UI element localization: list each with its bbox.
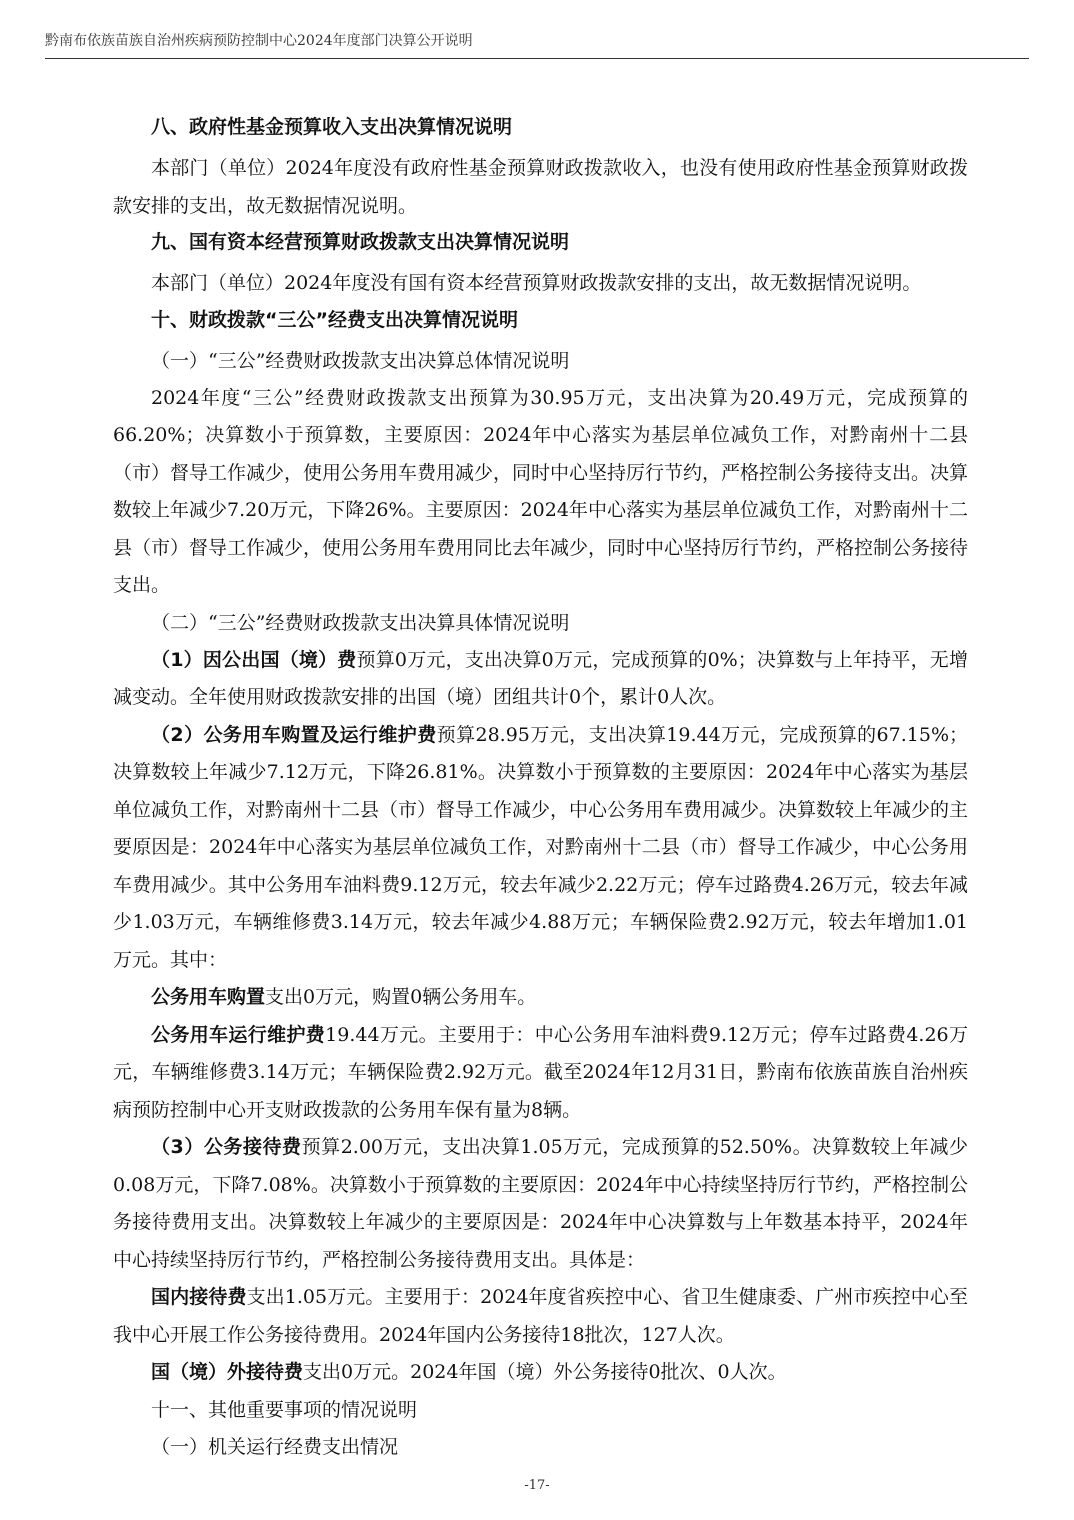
- section-8-paragraph: 本部门（单位）2024年度没有政府性基金预算财政拨款收入，也没有使用政府性基金预算财政拨款安排的支出，故无数据情况说明。: [113, 157, 968, 217]
- section-10-heading: 十、财政拨款“三公”经费支出决算情况说明: [151, 308, 518, 331]
- document-body: [113, 110, 968, 1466]
- section-9-heading: 九、国有资本经营预算财政拨款支出决算情况说明: [151, 231, 570, 253]
- section-11-heading: 十一、其他重要事项的情况说明: [151, 1398, 418, 1421]
- document-header-title: 黔南布依族苗族自治州疾病预防控制中心2024年度部门决算公开说明: [45, 33, 473, 49]
- vehicle-cost-text: 预算28.95万元，支出决算19.44万元，完成预算的67.15%；决算数较上年减少7.12万元，下降26.81%。决算数小于预算数的主要原因：2024年中心落实为基层单位减负工作，对黔南州十二县（市）督导工作减少，中心公务用车费用减少。决算数较上年减少的主要原因是：2024年中心落实为基层单位减负工作，对黔南州十二县（市）督导工作减少，中心公务用车费用减少。其中公务用车油料费9.12万元，较去年减少2.22万元；停车过路费4.26万元，较去年减少1.03万元，车辆维修费3.14万元，较去年减少4.88万元；车辆保险费2.92万元，较去年增加1.01万元。其中：: [113, 723, 969, 971]
- domestic-reception-text: 支出1.05万元。主要用于：2024年度省疾控中心、省卫生健康委、广州市疾控中心至我中心开展工作公务接待费用。2024年国内公务接待18批次，127人次。: [113, 1286, 968, 1346]
- reception-cost-label: （3）公务接待费: [151, 1136, 302, 1158]
- vehicle-cost-paragraph: [113, 717, 968, 980]
- vehicle-cost-label: （2）公务用车购置及运行维护费: [151, 723, 437, 746]
- section-10-overall-paragraph: 2024年度“三公”经费财政拨款支出预算为30.95万元，支出决算为20.49万元，完成预算的66.20%；决算数小于预算数，主要原因：2024年中心落实为基层单位减负工作，对黔南州十二县（市）督导工作减少，使用公务用车费用减少，同时中心坚持厉行节约，严格控制公务接待支出。决算数较上年减少7.20万元，下降26%。主要原因：2024年中心落实为基层单位减负工作，对黔南州十二县（市）督导工作减少，使用公务用车费用同比去年减少，同时中心坚持厉行节约，严格控制公务接待支出。: [113, 386, 969, 596]
- reception-cost-text: 预算2.00万元，支出决算1.05万元，完成预算的52.50%。决算数较上年减少0.08万元，下降7.08%。决算数小于预算数的主要原因：2024年中心持续坚持厉行节约，严格控制公务接待费用支出。决算数较上年减少的主要原因是：2024年中心决算数与上年数基本持平，2024年中心持续坚持厉行节约，严格控制公务接待费用支出。具体是：: [113, 1136, 968, 1271]
- reception-cost-paragraph: [113, 1129, 968, 1279]
- domestic-reception-label: 国内接待费: [151, 1286, 247, 1308]
- overseas-travel-label: （1）因公出国（境）费: [151, 648, 357, 671]
- foreign-reception-text: 支出0万元。2024年国（境）外公务接待0批次、0人次。: [303, 1361, 787, 1383]
- overseas-travel-text: 预算0万元，支出决算0万元，完成预算的0%；决算数与上年持平，无增减变动。全年使用财政拨款安排的出国（境）团组共计0个，累计0人次。: [113, 648, 968, 708]
- vehicle-purchase-label: 公务用车购置: [151, 986, 266, 1008]
- foreign-reception-label: 国（境）外接待费: [151, 1361, 304, 1383]
- foreign-reception-paragraph: [113, 1354, 968, 1392]
- section-11-subheading-1: （一）机关运行经费支出情况: [151, 1435, 399, 1458]
- vehicle-purchase-text: 支出0万元，购置0辆公务用车。: [265, 986, 537, 1008]
- overseas-travel-paragraph: [113, 642, 968, 717]
- page-number: -17-: [524, 1478, 550, 1493]
- vehicle-maintenance-paragraph: [113, 1017, 968, 1130]
- section-9-paragraph: 本部门（单位）2024年度没有国有资本经营预算财政拨款安排的支出，故无数据情况说明。: [151, 272, 922, 294]
- section-8-heading: 八、政府性基金预算收入支出决算情况说明: [151, 116, 513, 138]
- section-10-subheading-2: （二）“三公”经费财政拨款支出决算具体情况说明: [151, 611, 570, 634]
- vehicle-purchase-paragraph: [113, 979, 968, 1017]
- header-divider: [45, 58, 1029, 59]
- domestic-reception-paragraph: [113, 1279, 968, 1354]
- vehicle-maintenance-label: 公务用车运行维护费: [151, 1023, 326, 1046]
- section-10-subheading-1: （一）“三公”经费财政拨款支出决算总体情况说明: [151, 349, 570, 372]
- vehicle-maintenance-text: 19.44万元。主要用于：中心公务用车油料费9.12万元；停车过路费4.26万元，车辆维修费3.14万元；车辆保险费2.92万元。截至2024年12月31日，黔南布依族苗族自治州疾病预防控制中心开支财政拨款的公务用车保有量为8辆。: [113, 1023, 968, 1121]
